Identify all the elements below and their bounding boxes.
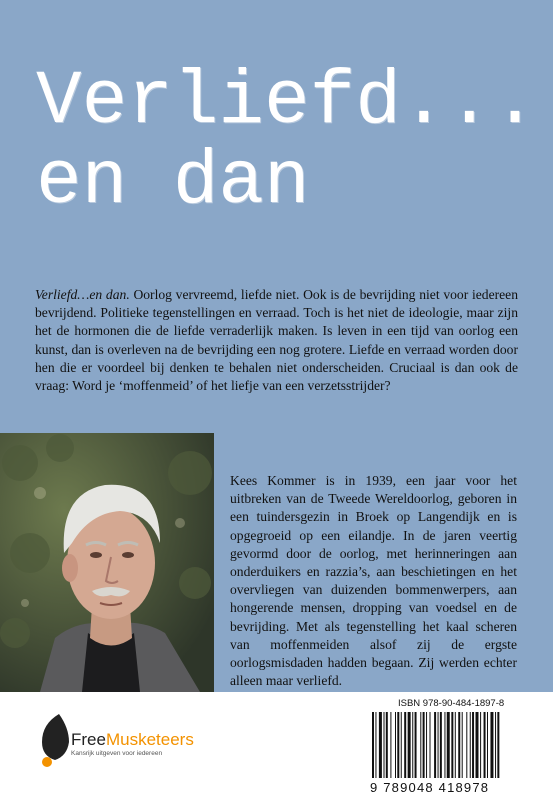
barcode-bar	[458, 712, 460, 778]
barcode-bar	[375, 712, 376, 778]
barcode-bar	[497, 712, 499, 778]
author-portrait-image	[0, 433, 214, 692]
book-title	[36, 59, 538, 225]
barcode-bar	[401, 712, 402, 778]
barcode-bar	[487, 712, 488, 778]
barcode-bar	[379, 712, 382, 778]
barcode-digits: 9 789048 418978	[370, 780, 490, 795]
publisher-logo	[37, 712, 194, 772]
isbn-label: ISBN 978-90-484-1897-8	[398, 698, 505, 709]
barcode-bar	[430, 712, 431, 778]
barcode-bar	[404, 712, 406, 778]
publisher-name-musketeers: Musketeers	[105, 730, 194, 749]
barcode-bar	[412, 712, 413, 778]
barcode-bar	[466, 712, 467, 778]
barcode-bar	[434, 712, 436, 778]
barcode-bar	[490, 712, 493, 778]
title-line-2: en dan	[36, 139, 310, 225]
author-photo	[0, 433, 214, 692]
barcode-bar	[415, 712, 417, 778]
barcode-bar	[447, 712, 450, 778]
barcode-bar	[440, 712, 442, 778]
barcode-bar	[495, 712, 496, 778]
barcode-bar	[397, 712, 399, 778]
barcode-bar	[438, 712, 439, 778]
barcode-bar	[420, 712, 421, 778]
barcode-bar	[395, 712, 396, 778]
barcode-bar	[484, 712, 486, 778]
publisher-name-free: Free	[71, 730, 106, 749]
barcode-bar	[408, 712, 411, 778]
barcode-bar	[480, 712, 481, 778]
barcode-bar	[372, 712, 374, 778]
blurb-lead: Verliefd…en dan.	[35, 287, 130, 302]
footer-bar	[0, 692, 553, 800]
barcode-bar	[384, 712, 385, 778]
publisher-name	[71, 730, 194, 750]
barcode-bar	[476, 712, 479, 778]
barcode-image	[370, 712, 542, 784]
barcode-bar	[423, 712, 425, 778]
barcode-bar	[462, 712, 463, 778]
barcode-bar	[444, 712, 445, 778]
barcode-bar	[426, 712, 427, 778]
barcode-bar	[472, 712, 474, 778]
blurb-body: Oorlog vervreemd, liefde niet. Ook is de bevrijding niet voor iedereen bevrijdend. Politieke tegenstellingen en verraad. Toch is het niet de ideologie, maar zijn het de hormonen die de liefde verraderlijk maken. Is leven in een tijd van oorlog een kunst, dan is overleven na de bevrijding een nog grotere. Liefde en verraad worden door hen die er voordeel bij denken te behalen niet onderscheiden. Cruciaal is dan ook de vraag: Word je ‘moffenmeid’ of het liefje van een verzetsstrijder?	[35, 287, 518, 394]
author-bio: Kees Kommer is in 1939, een jaar voor het uitbreken van de Tweede Wereldoorlog, geboren in een tuindersgezin in Broek op Langendijk en is opgegroeid op een eilandje. In de jaren veertig gevormd door de oorlog, met herinneringen aan onderduikers en razzia’s, aan beschietingen en het overvliegen van duizenden bommenwerpers, aan hongerende mensen, dropping van voedsel en de bevrijding. Met als tegenstelling het kaal scheren van moffenmeiden alsof zij de ergste oorlogsmisdaden hadden begaan. Zij werden echter alleen maar verliefd.	[230, 473, 517, 689]
barcode-bar	[451, 712, 453, 778]
blurb-text	[35, 286, 518, 395]
barcode-bar	[390, 712, 391, 778]
barcode-bar	[386, 712, 388, 778]
title-line-1: Verliefd...	[36, 59, 538, 145]
barcode-bar	[470, 712, 471, 778]
barcode-bar	[455, 712, 456, 778]
publisher-tagline: Kansrijk uitgeven voor iedereen	[71, 750, 163, 757]
